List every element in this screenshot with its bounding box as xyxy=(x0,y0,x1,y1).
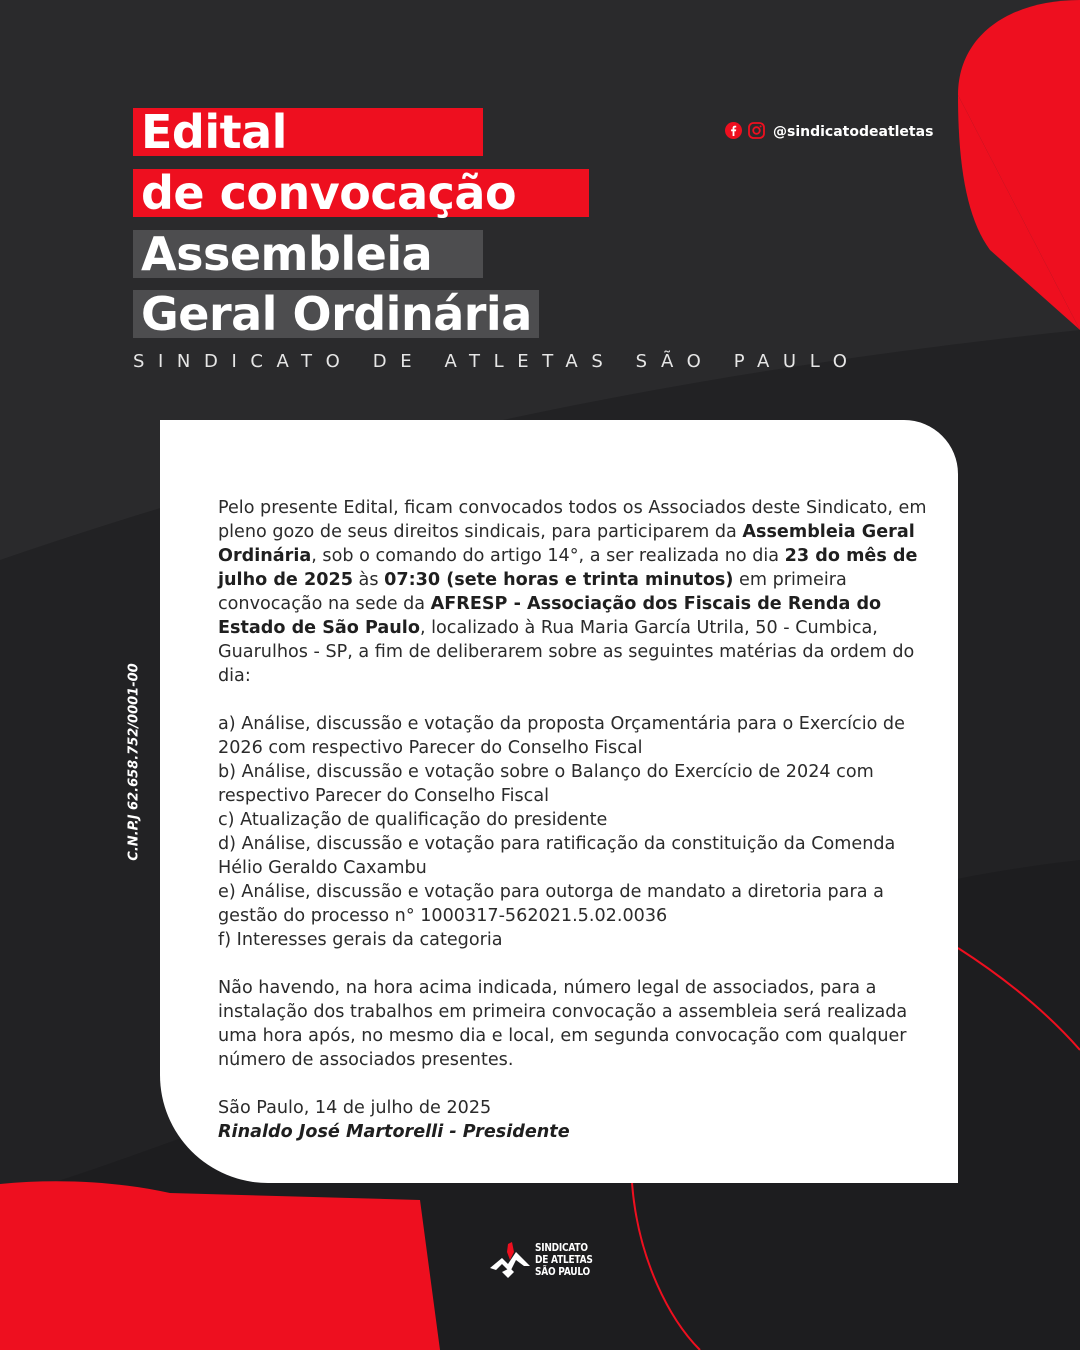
intro-bold-assembly: Assembleia Geral Ordinária xyxy=(218,522,915,566)
date-line: São Paulo, 14 de julho de 2025 xyxy=(218,1098,492,1118)
notice-card xyxy=(160,420,958,1183)
logo-line-3: SÃO PAULO xyxy=(535,1265,590,1278)
title-line-1: Edital xyxy=(133,108,483,156)
intro-text-3: às xyxy=(352,570,385,590)
intro-bold-date: 23 do mês de julho de 2025 xyxy=(218,546,918,590)
social-handle[interactable]: @sindicatodeatletas xyxy=(773,124,934,140)
sindicato-logo xyxy=(488,1234,605,1286)
agenda-item: a) Análise, discussão e votação da proposta Orçamentária para o Exercício de 2026 com respectivo Parecer do Conselho Fiscal xyxy=(218,714,905,758)
agenda-list xyxy=(218,712,930,952)
logo-line-2: DE ATLETAS xyxy=(535,1253,593,1266)
intro-text-5: , localizado à Rua Maria García Utrila, 50 - Cumbica, Guarulhos - SP, a fim de deliberarem sobre as seguintes matérias da ordem do dia: xyxy=(218,618,915,686)
logo-mark-icon xyxy=(488,1238,532,1282)
agenda-item: d) Análise, discussão e votação para ratificação da constituição da Comenda Hélio Geraldo Caxambu xyxy=(218,834,896,878)
intro-bold-time: 07:30 (sete horas e trinta minutos) xyxy=(384,570,734,590)
agenda-item: b) Análise, discussão e votação sobre o Balanço do Exercício de 2024 com respectivo Parecer do Conselho Fiscal xyxy=(218,762,874,806)
intro-text-4: em primeira convocação na sede da xyxy=(218,570,847,614)
facebook-icon[interactable] xyxy=(725,122,742,143)
notice-paragraph-intro xyxy=(218,496,930,688)
intro-text-1: Pelo presente Edital, ficam convocados todos os Associados deste Sindicato, em pleno gozo de seus direitos sindicais, para participarem da xyxy=(218,498,927,542)
agenda-item: f) Interesses gerais da categoria xyxy=(218,930,503,950)
title-line-3: Assembleia xyxy=(133,230,483,278)
intro-text-2: , sob o comando do artigo 14°, a ser realizada no dia xyxy=(311,546,785,566)
logo-line-1: SINDICATO xyxy=(535,1241,588,1254)
notice-paragraph-second-call: Não havendo, na hora acima indicada, número legal de associados, para a instalação dos trabalhos em primeira convocação a assembleia será realizada uma hora após, no mesmo dia e local, em segunda convocação com qualquer número de associados presentes. xyxy=(218,978,908,1070)
intro-bold-venue: AFRESP - Associação dos Fiscais de Renda do Estado de São Paulo xyxy=(218,594,882,638)
instagram-icon[interactable] xyxy=(748,122,765,143)
title-line-2: de convocação xyxy=(133,169,589,217)
notice-body xyxy=(218,496,930,1144)
social-links xyxy=(725,122,933,142)
agenda-item: c) Atualização de qualificação do presidente xyxy=(218,810,608,830)
subtitle: SINDICATO DE ATLETAS SÃO PAULO xyxy=(133,351,861,372)
agenda-item: e) Análise, discussão e votação para outorga de mandato a diretoria para a gestão do processo n° 1000317-562021.5.02.0036 xyxy=(218,882,884,926)
logo-wordmark xyxy=(535,1242,593,1278)
cnpj-text: C.N.P.J 62.658.752/0001-00 xyxy=(126,663,142,861)
title-line-4: Geral Ordinária xyxy=(133,290,539,338)
signature: Rinaldo José Martorelli - Presidente xyxy=(218,1122,570,1142)
